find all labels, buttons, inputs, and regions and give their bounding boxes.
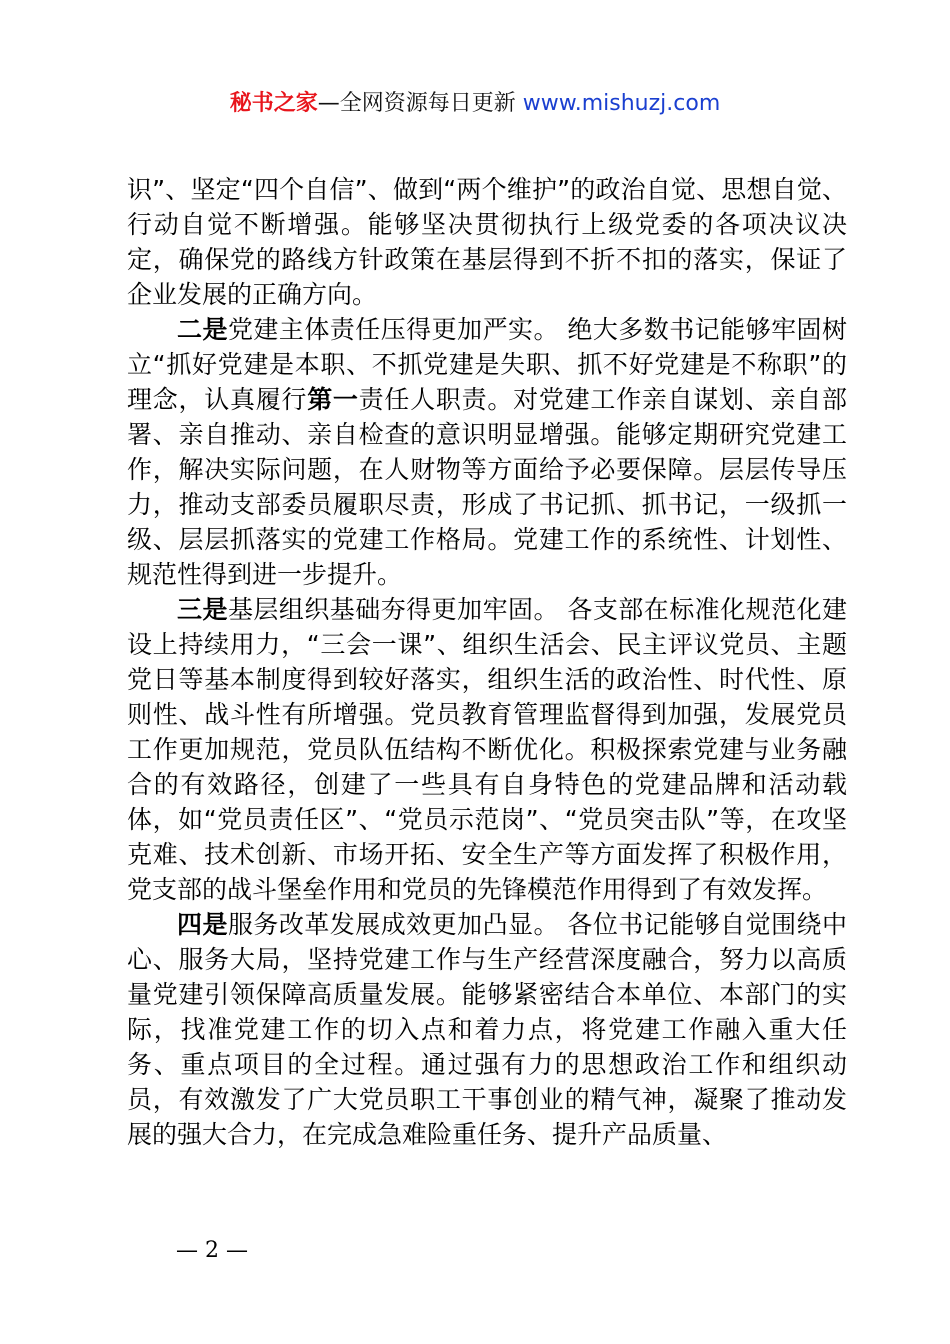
page-number: — 2 — bbox=[176, 1238, 248, 1263]
header-tagline: —全网资源每日更新 bbox=[317, 91, 516, 116]
paragraph-point-four bbox=[127, 907, 847, 1152]
paragraph-lead: 三是 bbox=[177, 595, 228, 624]
paragraph-point-two bbox=[127, 312, 847, 592]
paragraph-text: 服务改革发展成效更加凸显。 各位书记能够自觉围绕中心、服务大局，坚持党建工作与生产经营深度融合，努力以高质量党建引领保障高质量发展。能够紧密结合本单位、本部门的实际，找准党建工作的切入点和着力点，将党建工作融入重大任务、重点项目的全过程。通过强有力的思想政治工作和组织动员，有效激发了广大党员职工干事创业的精气神，凝聚了推动发展的强大合力，在完成急难险重任务、提升产品质量、 bbox=[127, 910, 847, 1149]
paragraph-text: 基层组织基础夯得更加牢固。 各支部在标准化规范化建设上持续用力，“三会一课”、组织生活会、民主评议党员、主题党日等基本制度得到较好落实，组织生活的政治性、时代性、原则性、战斗性有所增强。党员教育管理监督得到加强，发展党员工作更加规范，党员队伍结构不断优化。积极探索党建与业务融合的有效路径，创建了一些具有自身特色的党建品牌和活动载体，如“党员责任区”、“党员示范岗”、“党员突击队”等，在攻坚克难、技术创新、市场开拓、安全生产等方面发挥了积极作用，党支部的战斗堡垒作用和党员的先锋模范作用得到了有效发挥。 bbox=[127, 595, 847, 904]
document-body bbox=[127, 172, 847, 1152]
site-header bbox=[0, 88, 950, 120]
paragraph-continuation bbox=[127, 172, 847, 312]
paragraph-lead: 二是 bbox=[177, 315, 228, 344]
paragraph-point-three bbox=[127, 592, 847, 907]
paragraph-bold-word: 第一 bbox=[307, 385, 359, 414]
header-url-link[interactable]: www.mishuzj.com bbox=[522, 91, 721, 116]
brand-name: 秘书之家 bbox=[229, 91, 318, 116]
paragraph-text: 党建主体责任压得更加严实。 绝大多数书记能够牢固树立“抓好党建是本职、不抓党建是失职、抓不好党建是不称职”的理念，认真履行 bbox=[127, 315, 847, 414]
paragraph-text: 责任人职责。对党建工作亲自谋划、亲自部署、亲自推动、亲自检查的意识明显增强。能够定期研究党建工作，解决实际问题，在人财物等方面给予必要保障。层层传导压力，推动支部委员履职尽责，形成了书记抓、抓书记，一级抓一级、层层抓落实的党建工作格局。党建工作的系统性、计划性、规范性得到进一步提升。 bbox=[127, 385, 847, 589]
paragraph-text: 识”、坚定“四个自信”、做到“两个维护”的政治自觉、思想自觉、行动自觉不断增强。能够坚决贯彻执行上级党委的各项决议决定，确保党的路线方针政策在基层得到不折不扣的落实，保证了企业发展的正确方向。 bbox=[127, 175, 847, 309]
paragraph-lead: 四是 bbox=[177, 910, 228, 939]
